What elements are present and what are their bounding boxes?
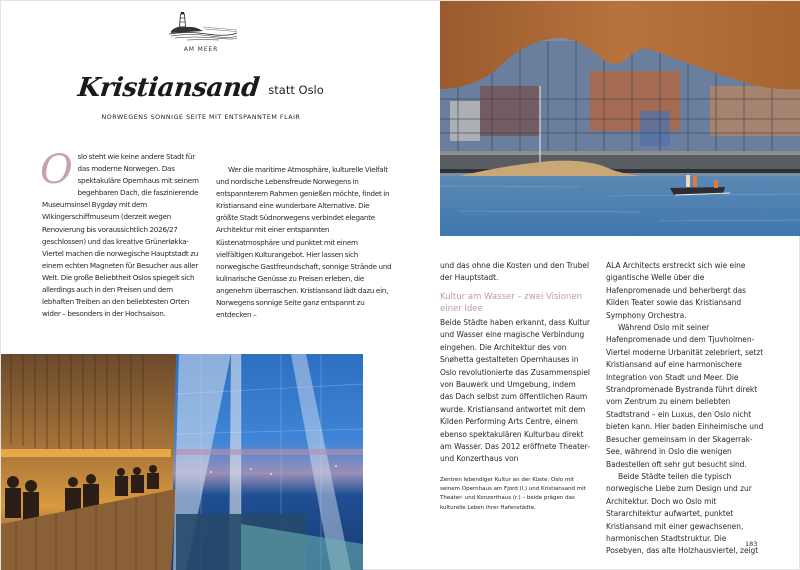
photo-kilden — [440, 1, 800, 236]
page-subtitle: NORWEGENS SONNIGE SEITE MIT ENTSPANNTEM FLAIR — [101, 114, 301, 121]
paragraph: Beide Städte haben erkannt, dass Kultur und Wasser eine magische Verbindung eingehen. Die Architektur des von Snøhetta gestalteten Opernhauses in Oslo revolutionierte das Zusammenspiel von Bauwerk und Umgebung, indem das Dach selbst zum öffentlichen Raum wurde. Kristiansand antwortet mit dem Kilden Performing Arts Centre, einem ebenso spektakulären Kulturbau direkt am Wasser. Das 2012 eröffnete Theater- und Konzerthaus von — [440, 318, 590, 464]
section-heading: Kultur am Wasser – zwei Visionen einer Idee — [440, 291, 582, 315]
photo-oslo-opera — [1, 354, 363, 570]
text-column-4 — [606, 260, 766, 558]
page-title — [1, 73, 401, 103]
text-column-3 — [440, 260, 590, 466]
drop-cap: O — [40, 147, 73, 193]
text-column-1 — [40, 147, 205, 320]
title-rest: statt Oslo — [268, 83, 324, 97]
paragraph: slo steht wie keine andere Stadt für das moderne Norwegen. Das spektakuläre Opernhaus mit seinem begehbaren Dach, die faszinierende Museumsinsel Bygdøy mit dem Wikingerschiffmuseum (derzeit wegen Renovierung bis voraussichtlich 2026/27 geschlossen) und das kreative Grünerløkka-Viertel machen die norwegische Hauptstadt zu einem echten Magneten für Besucher aus aller Welt. Die große Beliebtheit Oslos spiegelt sich allerdings auch in den Preisen und dem lebhaften Treiben an den beliebtesten Orten wider – besonders in der Hochsaison. — [42, 152, 199, 319]
paragraph: und das ohne die Kosten und den Trubel der Hauptstadt. — [440, 261, 590, 283]
section-kicker: AM MEER — [183, 46, 219, 53]
photo-caption: Zentren lebendiger Kultur an der Küste: Oslo mit seinem Opernhaus am Fjord (l.) und Kristiansand mit Theater- und Konzerthaus (r.) – beide prägen das kulturelle Leben ihrer Hafenstädte. — [440, 477, 586, 511]
paragraph: ALA Architects erstreckt sich wie eine gigantische Welle über die Hafenpromenade und beherbergt das Kilden Teater sowie das Kristiansand Symphony Orchestra. — [606, 261, 747, 320]
paragraph: Wer die maritime Atmosphäre, kulturelle Vielfalt und nordische Lebensfreude Norwegens in entspannterem Rahmen genießen möchte, findet in Kristiansand eine wunderbare Alternative. Die größte Stadt Südnorwegens verbindet elegante Architektur mit einer entspannten Küstenatmosphäre und punktet mit einem vielfältigen Kulturangebot. Hier lassen sich norwegische Gastfreundschaft, sonnige Strände und kulinarische Genüsse zu Preisen erleben, die angenehm überraschen. Kristiansand lädt dazu ein, Norwegens sonnige Seite ganz entspannt zu entdecken – — [216, 165, 392, 320]
oslo-opera-image — [1, 354, 363, 570]
paragraph: Beide Städte teilen die typisch norwegische Liebe zum Design und zur Architektur. Doch wo Oslo mit Stararchitektur aufwartet, punktet Kristiansand mit einer gewachsenen, harmonischen Stadtstruktur. Die Posebyen, das alte Holzhausviertel, zeigt — [606, 471, 759, 556]
kilden-image — [440, 1, 800, 236]
page-number: 183 — [745, 540, 758, 548]
title-script: Kristiansand — [76, 73, 261, 103]
paragraph: Während Oslo mit seiner Hafenpromenade und dem Tjuvholmen-Viertel moderne Urbanität zelebriert, setzt Kristiansand auf eine harmonischere Integration von Stadt und Meer. Die Strandpromenade Bystranda führt direkt vom Zentrum zu einem beliebten Stadtstrand – ein Luxus, den Oslo nicht bieten kann. Hier baden Einheimische und Besucher gemeinsam in der Skagerrak-See, während in Oslo die wenigen Badestellen oft sehr gut besucht sind. — [606, 323, 764, 469]
lighthouse-illustration-icon — [167, 9, 239, 43]
text-column-2 — [216, 164, 392, 321]
